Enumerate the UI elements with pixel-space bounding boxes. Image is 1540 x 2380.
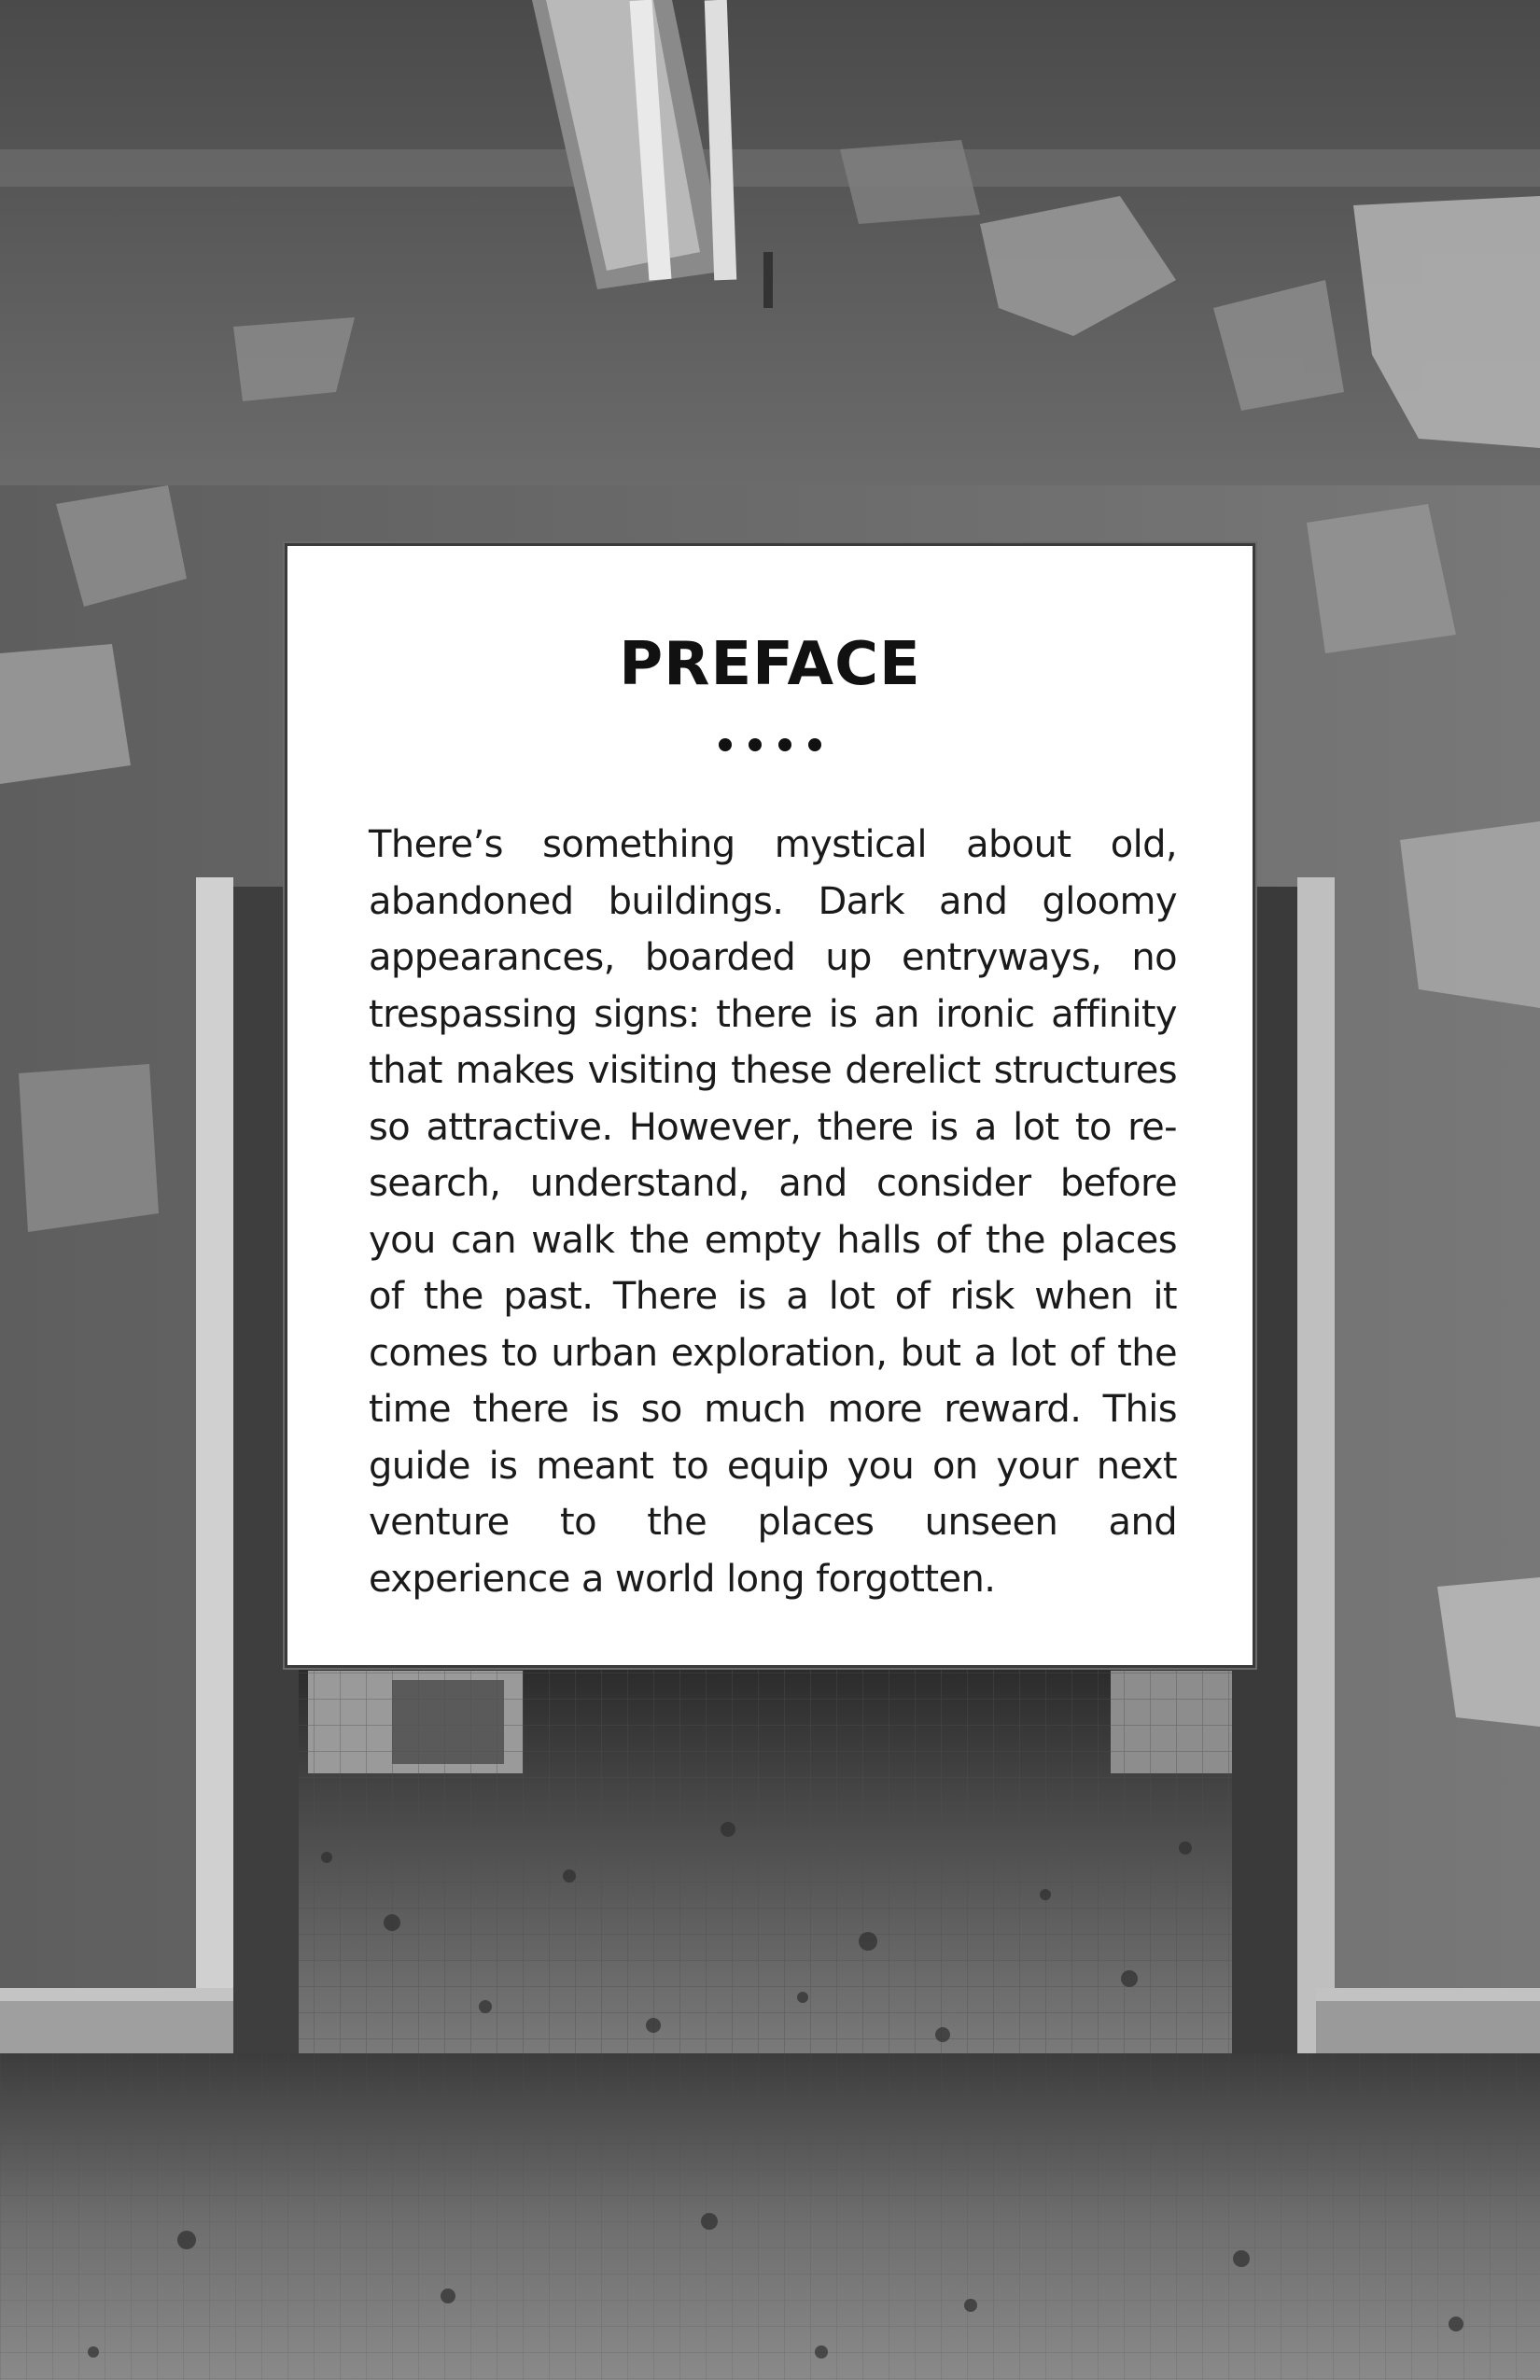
- preface-title: PREFACE: [619, 630, 921, 699]
- divider-dot: [808, 738, 821, 751]
- divider-dot: [778, 738, 791, 751]
- preface-card: [285, 543, 1255, 1668]
- preface-body: There’s something mystical about old, abandoned buildings. Dark and gloomy appearances, boarded up entryways, no trespassing signs: there is an ironic affinity that makes visiting these derelict structures so attractive. However, there is a lot to re-search, understand, and consider before you can walk the empty halls of the places of the past. There is a lot of risk when it comes to urban exploration, but a lot of the time there is so much more reward. This guide is meant to equip you on your next venture to the places unseen and experience a world long forgotten.: [369, 823, 1177, 1601]
- divider-dot: [749, 738, 762, 751]
- divider-dot: [719, 738, 732, 751]
- title-divider-dots: [287, 738, 1253, 757]
